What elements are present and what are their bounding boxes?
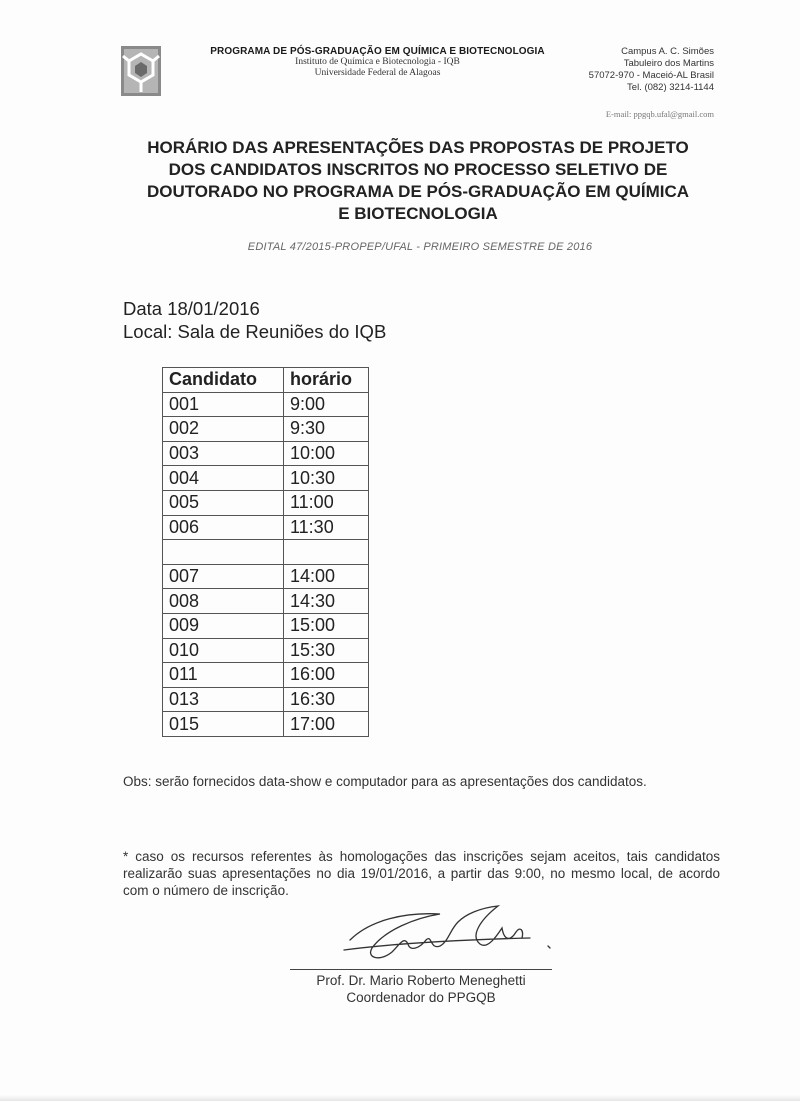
address-line: Campus A. C. Simões (621, 46, 714, 57)
institute-name: Instituto de Química e Biotecnologia - IQB (295, 57, 460, 67)
candidate-number: 009 (163, 613, 284, 638)
document-title (110, 137, 726, 225)
candidate-number: 006 (163, 515, 284, 540)
table-row (163, 466, 369, 491)
presentation-date: Data 18/01/2016 (123, 298, 260, 319)
candidate-number: 008 (163, 589, 284, 614)
signature-line (290, 969, 552, 970)
candidate-number: 005 (163, 490, 284, 515)
presentation-location: Local: Sala de Reuniões do IQB (123, 321, 387, 342)
candidate-number: 007 (163, 564, 284, 589)
candidate-number: 015 (163, 712, 284, 737)
table-row (163, 712, 369, 737)
title-line: E BIOTECNOLOGIA (338, 204, 498, 223)
presentation-time: 10:30 (284, 466, 369, 491)
presentation-time: 9:30 (284, 417, 369, 442)
column-header-time: horário (284, 368, 369, 393)
header-institution (200, 46, 555, 79)
table-row-break (163, 540, 369, 565)
table-row (163, 613, 369, 638)
schedule-table (162, 367, 369, 737)
title-line: DOUTORADO NO PROGRAMA DE PÓS-GRADUAÇÃO EM QUÍMICA (146, 182, 690, 201)
candidate-number: 001 (163, 392, 284, 417)
presentation-time: 15:30 (284, 638, 369, 663)
hexagon-benzene-logo-icon (121, 46, 161, 96)
table-row (163, 441, 369, 466)
table-row (163, 638, 369, 663)
table-row (163, 589, 369, 614)
candidate-number (163, 540, 284, 565)
presentation-time: 16:30 (284, 687, 369, 712)
column-header-candidate: Candidato (163, 368, 284, 393)
program-name: PROGRAMA DE PÓS-GRADUAÇÃO EM QUÍMICA E BIOTECNOLOGIA (210, 46, 545, 57)
candidate-number: 013 (163, 687, 284, 712)
presentation-time (284, 540, 369, 565)
address-line: Tabuleiro dos Martins (623, 58, 714, 69)
date-location (123, 297, 386, 343)
candidate-number: 003 (163, 441, 284, 466)
table-row (163, 417, 369, 442)
table-row (163, 663, 369, 688)
presentation-time: 17:00 (284, 712, 369, 737)
title-line: HORÁRIO DAS APRESENTAÇÕES DAS PROPOSTAS DE PROJETO (147, 138, 689, 157)
handwritten-signature (330, 900, 560, 972)
table-row (163, 515, 369, 540)
header-address (589, 46, 714, 94)
signer-role: Coordenador do PPGQB (346, 990, 496, 1005)
header-email: E-mail: ppgqb.ufal@gmail.com (605, 109, 714, 119)
presentation-time: 11:00 (284, 490, 369, 515)
table-header-row (163, 368, 369, 393)
candidate-number: 002 (163, 417, 284, 442)
presentation-time: 15:00 (284, 613, 369, 638)
presentation-time: 10:00 (284, 441, 369, 466)
presentation-time: 14:30 (284, 589, 369, 614)
title-line: DOS CANDIDATOS INSCRITOS NO PROCESSO SELETIVO DE (168, 160, 668, 179)
table-row (163, 392, 369, 417)
table-row (163, 564, 369, 589)
table-row (163, 687, 369, 712)
presentation-time: 9:00 (284, 392, 369, 417)
candidate-number: 010 (163, 638, 284, 663)
table-row (163, 490, 369, 515)
university-name: Universidade Federal de Alagoas (314, 68, 441, 78)
candidate-number: 004 (163, 466, 284, 491)
scan-edge (0, 1095, 800, 1101)
signer-block (290, 972, 552, 1006)
presentation-time: 16:00 (284, 663, 369, 688)
candidate-number: 011 (163, 663, 284, 688)
signer-name: Prof. Dr. Mario Roberto Meneghetti (316, 973, 526, 988)
presentation-time: 11:30 (284, 515, 369, 540)
footnote-text: * caso os recursos referentes às homologações das inscrições sejam aceitos, tais candidatos realizarão suas apresentações no dia 19/01/2016, a partir das 9:00, no mesmo local, de acordo com o número de inscrição. (123, 849, 720, 898)
edital-subtitle: EDITAL 47/2015-PROPEP/UFAL - PRIMEIRO SEMESTRE DE 2016 (247, 241, 593, 253)
observation-text: Obs: serão fornecidos data-show e computador para as apresentações dos candidatos. (123, 774, 647, 789)
presentation-time: 14:00 (284, 564, 369, 589)
address-line: Tel. (082) 3214-1144 (627, 82, 714, 93)
address-line: 57072-970 - Maceió-AL Brasil (588, 70, 714, 81)
